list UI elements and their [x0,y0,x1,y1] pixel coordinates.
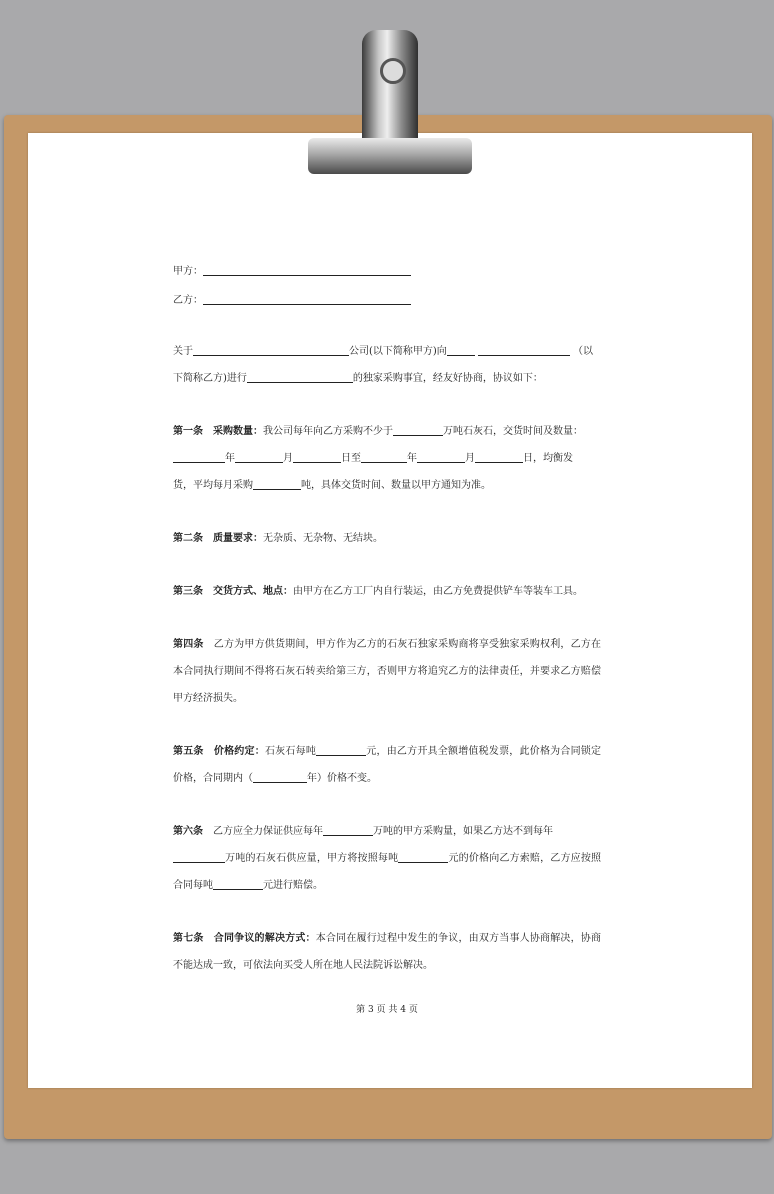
blank-line [203,292,411,305]
article-5: 第五条 价格约定：石灰石每吨 元，由乙方开具全额增值税发票，此价格为合同锁定价格，合同期内（ 年）价格不变。 [173,738,601,792]
article-1: 第一条 采购数量：我公司每年向乙方采购不少于 万吨石灰石，交货时间及数量： 年 月 日至 年 月 日，均衡发 货，平均每月采购 吨，具体交货时间、数量以甲方通知为准。 [173,418,601,499]
article-4: 第四条 乙方为甲方供货期间，甲方作为乙方的石灰石独家采购商将享受独家采购权利，乙方在本合同执行期间不得将石灰石转卖给第三方，否则甲方将追究乙方的法律责任，并要求乙方赔偿甲方经济损失。 [173,639,602,704]
page-number: 第 3 页 共 4 页 [356,1005,418,1015]
article-6: 第六条 乙方应全力保证供应每年 万吨的甲方采购量，如果乙方达不到每年 万吨的石灰石供应量，甲方将按照每吨 元的价格向乙方索赔，乙方应按照合同每吨 元进行赔偿。 [173,818,601,899]
article-2: 第二条 质量要求：无杂质、无杂物、无结块。 [173,533,383,544]
party-b-line: 乙方： [173,287,601,316]
article-7: 第七条 合同争议的解决方式：本合同在履行过程中发生的争议，由双方当事人协商解决，协商不能达成一致，可依法向买受人所在地人民法院诉讼解决。 [173,933,602,971]
article-3: 第三条 交货方式、地点：由甲方在乙方工厂内自行装运，由乙方免费提供铲车等装车工具。 [173,586,583,597]
contract-body [173,258,601,979]
intro-paragraph: 关于 公司(以下简称甲方)向 （以 下简称乙方)进行 的独家采购事宜，经友好协商，协议如下： [173,338,601,392]
blank-line [203,263,411,276]
binder-clip-icon [300,24,480,178]
party-a-line: 甲方： [173,258,601,287]
